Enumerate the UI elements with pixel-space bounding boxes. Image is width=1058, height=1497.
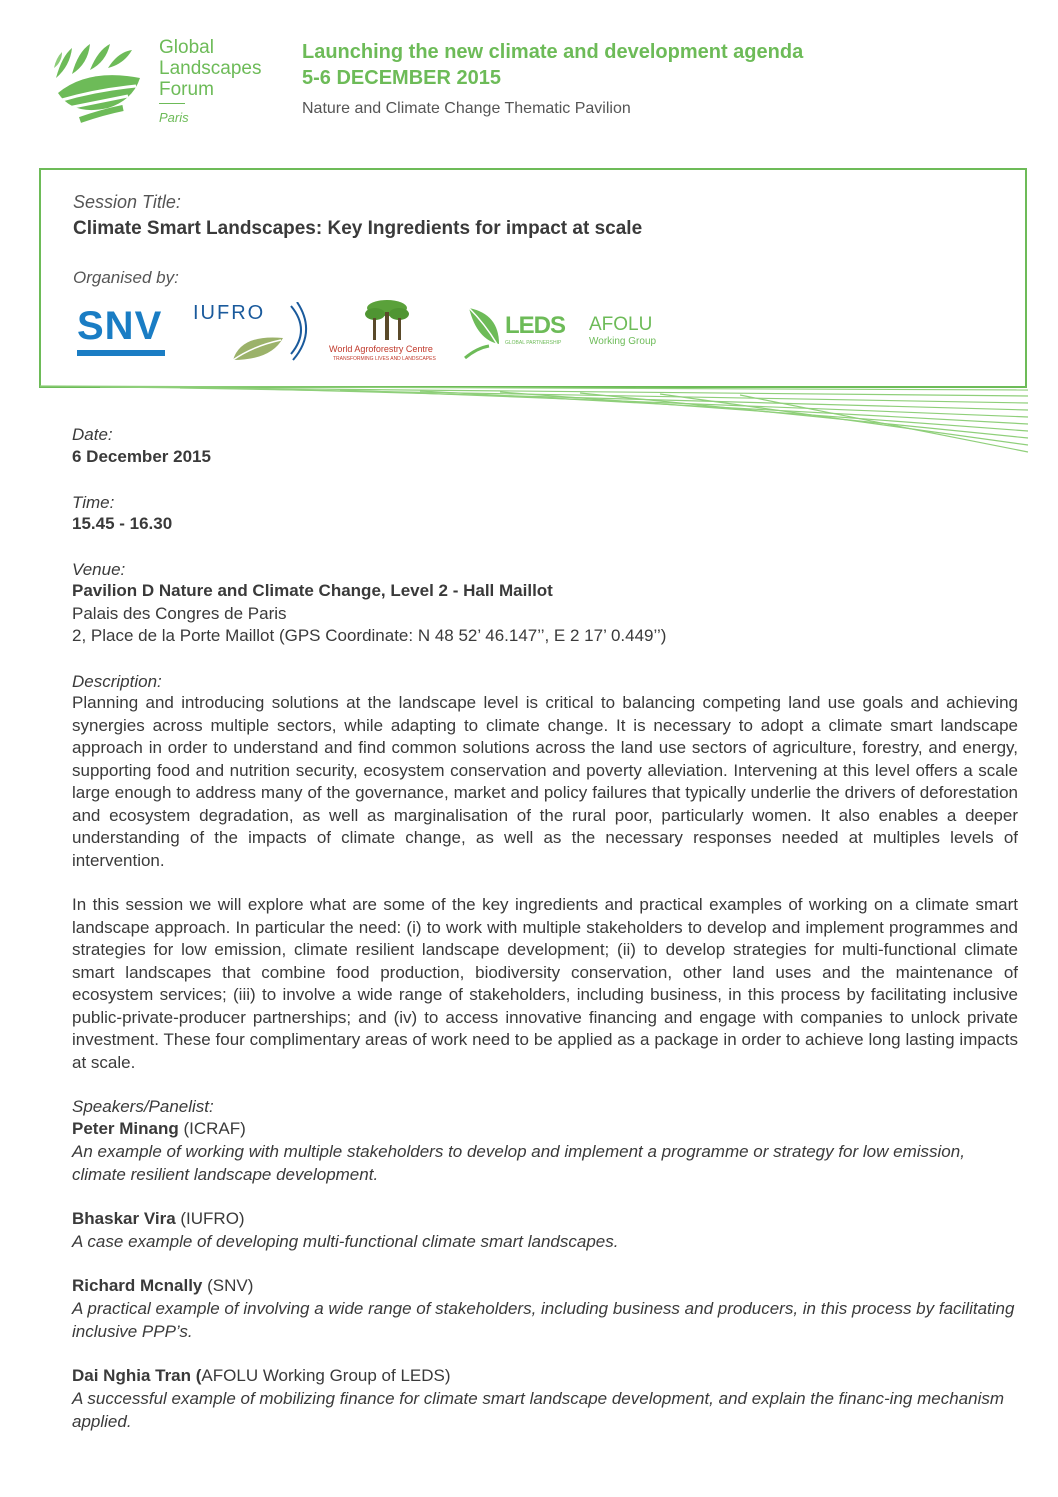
date-value: 6 December 2015	[72, 447, 211, 466]
snv-underline	[77, 350, 165, 356]
leds-logo	[463, 304, 575, 360]
headline-agenda: Launching the new climate and development agenda	[302, 41, 804, 63]
speaker-name: Bhaskar Vira	[72, 1209, 176, 1228]
organised-by-label: Organised by:	[73, 268, 179, 287]
description-label: Description:	[72, 672, 162, 691]
description-paragraph-1: Planning and introducing solutions at the landscape level is critical to balancing competing land use goals and achieving synergies across multiple sectors, while adapting to climate change. It is necessary to adopt a climate smart landscape approach in order to understand and find common solutions across the land use sectors of agriculture, forestry, and energy, supporting food and nutrition security, ecosystem conservation and poverty alleviation. Intervening at this level offers a scale large enough to address many of the governance, market and policy failures that typically underlie the drivers of deforestation and ecosystem degradation, as well as marginalisation of the rural poor, particularly women. It also enables a deeper understanding of the impacts of climate change, as well as the necessary responses needed at multiples levels of intervention.	[72, 693, 1018, 870]
leds-leaf-icon	[463, 304, 503, 360]
date-label: Date:	[72, 425, 113, 444]
description-paragraph-2: In this session we will explore what are some of the key ingredients and practical examples of working on a climate smart landscape approach. In particular the need: (i) to work with multiple stakeholders to develop and implement programmes and strategies for low emission, climate resilient landscape development; (ii) to develop strategies for multi-functional climate smart landscapes that combine food production, biodiversity conservation, other land uses and the maintenance of ecosystem services; (iii) to involve a wide range of stakeholders, including business, in this process by facilitating inclusive public-private-producer partnerships; and (iv) to access innovative financing and engage with companies to unlock private investment. These four complimentary areas of work need to be applied as a package in order to achieve long lasting impacts at scale.	[72, 895, 1018, 1072]
speaker-org: (SNV)	[202, 1276, 254, 1295]
session-title-label: Session Title:	[73, 192, 181, 212]
venue-line-2: Palais des Congres de Paris	[72, 604, 287, 623]
afolu-logo-text: AFOLU	[589, 314, 653, 335]
icraf-logo	[329, 298, 449, 364]
logo-word-landscapes: Landscapes	[159, 58, 262, 79]
logo-word-global: Global	[159, 37, 214, 58]
venue-line-1: Pavilion D Nature and Climate Change, Level 2 - Hall Maillot	[72, 581, 553, 600]
snv-logo	[77, 306, 169, 358]
speaker-name-line	[72, 1275, 1018, 1298]
session-info-box	[39, 168, 1027, 388]
speaker-name-line	[72, 1118, 1018, 1141]
time-label: Time:	[72, 493, 115, 512]
leds-tagline: GLOBAL PARTNERSHIP	[505, 340, 562, 346]
speaker-name-line	[72, 1365, 1018, 1388]
venue-label: Venue:	[72, 560, 126, 579]
headline-dates: 5-6 DECEMBER 2015	[302, 67, 501, 89]
snv-logo-text: SNV	[77, 304, 163, 348]
speaker-org: AFOLU Working Group of LEDS)	[201, 1366, 451, 1385]
time-value: 15.45 - 16.30	[72, 514, 173, 533]
speaker-org: (IUFRO)	[175, 1209, 245, 1228]
speaker-description: A successful example of mobilizing finance for climate smart landscape development, and explain the financ-ing mechanism applied.	[72, 1389, 1005, 1431]
iufro-logo-text: IUFRO	[193, 302, 266, 324]
speaker-description: A practical example of involving a wide range of stakeholders, including business and producers, in this process by facilitating inclusive PPP’s.	[72, 1299, 1015, 1341]
speaker-description: A case example of developing multi-functional climate smart landscapes.	[72, 1232, 619, 1251]
speakers-label: Speakers/Panelist:	[72, 1097, 214, 1116]
speaker-org: (ICRAF)	[178, 1119, 246, 1138]
afolu-logo	[589, 314, 656, 347]
speaker-name: Dai Nghia Tran (	[72, 1366, 202, 1385]
tree-icon	[357, 298, 417, 342]
session-title: Climate Smart Landscapes: Key Ingredients for impact at scale	[73, 218, 643, 239]
speaker-name: Peter Minang	[72, 1119, 179, 1138]
afolu-subtext: Working Group	[589, 336, 657, 347]
global-landscapes-forum-logo	[48, 38, 278, 130]
iufro-leaf-icon	[193, 302, 313, 364]
pavilion-subtitle: Nature and Climate Change Thematic Pavilion	[302, 100, 631, 117]
icraf-name: World Agroforestry Centre	[329, 344, 433, 354]
logo-city: Paris	[159, 110, 189, 125]
logo-divider	[159, 103, 185, 104]
speaker-name: Richard Mcnally	[72, 1276, 203, 1295]
venue-line-3: 2, Place de la Porte Maillot (GPS Coordinate: N 48 52’ 46.147’’, E 2 17’ 0.449’’)	[72, 626, 667, 645]
speaker-description: An example of working with multiple stakeholders to develop and implement a programme or strategy for low emission, climate resilient landscape development.	[72, 1142, 965, 1184]
icraf-tagline: TRANSFORMING LIVES AND LANDSCAPES	[333, 356, 436, 362]
leds-logo-text: LEDS	[505, 312, 566, 339]
speaker-name-line	[72, 1208, 1018, 1231]
leaf-globe-icon	[48, 38, 148, 128]
logo-word-forum: Forum	[159, 79, 214, 100]
iufro-logo	[193, 302, 313, 364]
